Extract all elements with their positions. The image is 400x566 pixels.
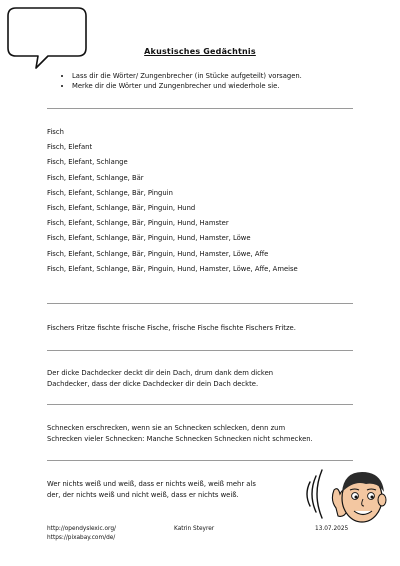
word-chain-line: Fisch, Elefant, Schlange, Bär, Pinguin, Hund, Hamster, Löwe, Affe — [47, 249, 269, 258]
tongue-twister-line: Der dicke Dachdecker deckt dir dein Dach, drum dank dem dicken — [47, 369, 274, 377]
instruction-item: • Merke dir die Wörter und Zungenbrecher und wiederhole sie. — [72, 81, 302, 91]
page-title: Akustisches Gedächtnis — [144, 47, 256, 56]
tongue-twister — [47, 479, 297, 501]
footer-author: Katrin Steyrer — [174, 526, 215, 532]
instruction-list — [60, 71, 302, 91]
tongue-twister — [47, 423, 367, 445]
word-chain-line: Fisch, Elefant, Schlange, Bär, Pinguin, Hund, Hamster, Löwe, Affe, Ameise — [47, 264, 298, 273]
word-chain-line: Fisch, Elefant, Schlange, Bär — [47, 173, 144, 182]
divider — [47, 460, 353, 461]
tongue-twister — [47, 368, 347, 390]
footer-links — [47, 525, 116, 542]
divider — [47, 303, 353, 304]
word-chain-line: Fisch, Elefant — [47, 143, 93, 152]
word-chain-list — [47, 127, 298, 279]
tongue-twister-line: Schrecken vieler Schnecken: Manche Schnecken Schnecken nicht schmecken. — [47, 435, 313, 443]
tongue-twister-line: Wer nichts weiß und weiß, dass er nichts weiß, weiß mehr als — [47, 480, 256, 488]
word-chain-line: Fisch, Elefant, Schlange — [47, 158, 128, 167]
divider — [47, 350, 353, 351]
tongue-twister-line: Schnecken erschrecken, wenn sie an Schnecken schlecken, denn zum — [47, 424, 286, 432]
cartoon-man-listening-icon — [300, 464, 392, 526]
word-chain-line: Fisch, Elefant, Schlange, Bär, Pinguin, Hund, Hamster, Löwe — [47, 234, 251, 243]
word-chain-line: Fisch — [47, 128, 64, 136]
divider — [47, 108, 353, 109]
sound-waves-icon — [307, 470, 322, 518]
divider — [47, 404, 353, 405]
word-chain-line: Fisch, Elefant, Schlange, Bär, Pinguin, Hund — [47, 203, 196, 212]
tongue-twister-line: Dachdecker, dass der dicke Dachdecker dir dein Dach deckte. — [47, 380, 259, 388]
tongue-twister-line: Fischers Fritze fischte frische Fische, frische Fische fischte Fischers Fritze. — [47, 324, 296, 332]
footer-link[interactable]: https://pixabay.com/de/ — [47, 534, 116, 541]
instruction-item: • Lass dir die Wörter/ Zungenbrecher (in Stücke aufgeteilt) vorsagen. — [72, 71, 302, 81]
word-chain-line: Fisch, Elefant, Schlange, Bär, Pinguin — [47, 188, 173, 197]
footer-link[interactable]: http://opendyslexic.org/ — [47, 526, 116, 532]
footer-date: 13.07.2025 — [315, 526, 349, 532]
tongue-twister — [47, 323, 347, 334]
speech-bubble-icon — [6, 6, 88, 70]
tongue-twister-line: der, der nichts weiß und nicht weiß, dass er nichts weiß. — [47, 491, 239, 499]
word-chain-line: Fisch, Elefant, Schlange, Bär, Pinguin, Hund, Hamster — [47, 219, 229, 228]
